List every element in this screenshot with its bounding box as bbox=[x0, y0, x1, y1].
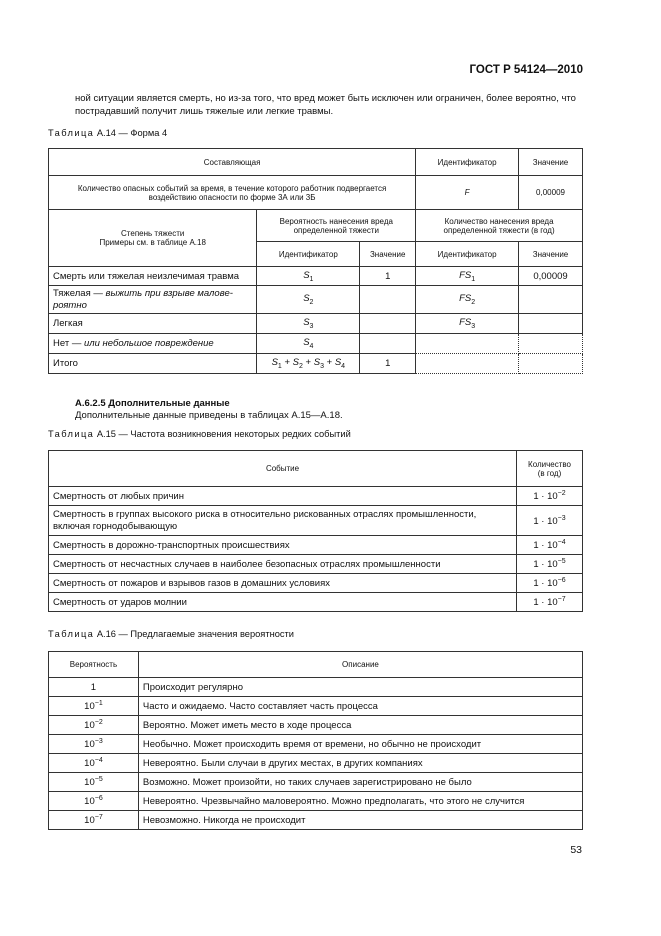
description-cell: Происходит регулярно bbox=[138, 678, 582, 697]
table-row bbox=[49, 314, 583, 334]
header-cell: Идентификатор bbox=[416, 149, 519, 176]
table-row: $10^{-7}$ Невозможно. Никогда не происходит bbox=[49, 811, 583, 830]
header-cell: Значение bbox=[519, 149, 583, 176]
fs-symbol: FS bbox=[459, 293, 472, 305]
table-row: $10^{-3}$ Необычно. Может происходить время от времени, но обычно не происходит bbox=[49, 735, 583, 754]
header-cell: Вероятность bbox=[49, 652, 139, 678]
table-row bbox=[49, 451, 583, 487]
fs-subscript: 3 bbox=[471, 322, 476, 330]
intro-paragraph: ной ситуации является смерть, но из-за того, что вред может быть исключен или ограничен, более вероятно, что пострадавший получит лишь тяжелые или легкие травмы. bbox=[75, 93, 576, 117]
description-cell: Невероятно. Чрезвычайно маловероятно. Можно предполагать, что этого не случится bbox=[138, 792, 582, 811]
caption-text: А.14 — Форма 4 bbox=[94, 128, 168, 138]
description-cell: Невозможно. Никогда не происходит bbox=[138, 811, 582, 830]
table-row: $10^{-1}$ Часто и ожидаемо. Часто составляет часть процесса bbox=[49, 697, 583, 716]
id-symbol: S bbox=[303, 337, 310, 349]
table-row bbox=[49, 176, 583, 210]
event-cell: Смертность от несчастных случаев в наиболее безопасных отраслях промышленности bbox=[49, 555, 517, 574]
table-row: $10^{-4}$ Невероятно. Были случаи в других местах, в других компаниях bbox=[49, 754, 583, 773]
table-row: $10^{-5}$ Возможно. Может произойти, но таких случаев зарегистрировано не было bbox=[49, 773, 583, 792]
events-value: 0,00009 bbox=[519, 176, 583, 210]
table-row bbox=[49, 210, 583, 242]
description-cell: Невероятно. Были случаи в других местах, в других компаниях bbox=[138, 754, 582, 773]
fs-subscript: 2 bbox=[471, 298, 476, 306]
table-row bbox=[49, 652, 583, 678]
caption-prefix: Таблица bbox=[48, 429, 95, 439]
id-subscript: 2 bbox=[309, 298, 314, 306]
table-row: Смертность в дорожно-транспортных происшествиях $1 \cdot 10^{-4}$ bbox=[49, 536, 583, 555]
header-cell: Значение bbox=[519, 242, 583, 267]
severity-header: Степень тяжести Примеры см. в таблице А.18 bbox=[49, 210, 257, 267]
events-identifier: F bbox=[416, 176, 519, 210]
document-header: ГОСТ Р 54124—2010 bbox=[469, 64, 583, 76]
description-cell: Необычно. Может происходить время от времени, но обычно не происходит bbox=[138, 735, 582, 754]
count-header: Количество нанесения вреда определенной тяжести (в год) bbox=[416, 210, 583, 242]
table-a16 bbox=[48, 651, 583, 830]
total-formula: $S_1 + S_2 + S_3 + S_4$ bbox=[257, 354, 360, 374]
severity-example: или небольшое повреждение bbox=[83, 338, 214, 349]
fs-symbol: FS bbox=[459, 317, 472, 329]
table-row: 1 Происходит регулярно bbox=[49, 678, 583, 697]
id-symbol: S bbox=[303, 269, 310, 281]
event-cell: Смертность от любых причин bbox=[49, 487, 517, 506]
id-symbol: S bbox=[303, 293, 310, 305]
probability-header: Вероятность нанесения вреда определенной тяжести bbox=[257, 210, 416, 242]
value-cell: 0,00009 bbox=[519, 267, 583, 286]
page-number: 53 bbox=[570, 844, 582, 856]
table-a16-caption bbox=[48, 629, 294, 639]
section-title: А.6.2.5 Дополнительные данные bbox=[75, 398, 230, 409]
table-row: Смертность в группах высокого риска в относительно рискованных отраслях промышленности, включая горнодобывающую $1 \cdot 10^{-3}$ bbox=[49, 506, 583, 536]
event-cell: Смертность от ударов молнии bbox=[49, 593, 517, 612]
table-row: Смертность от ударов молнии $1 \cdot 10^{-7}$ bbox=[49, 593, 583, 612]
header-cell: Идентификатор bbox=[416, 242, 519, 267]
events-cell: Количество опасных событий за время, в течение которого работник подвергается воздействию опасности по форме 3А или 3Б bbox=[49, 176, 416, 210]
description-cell: Возможно. Может произойти, но таких случаев зарегистрировано не было bbox=[138, 773, 582, 792]
table-row bbox=[49, 267, 583, 286]
id-subscript: 1 bbox=[309, 275, 314, 283]
table-row bbox=[49, 334, 583, 354]
table-row: $10^{-6}$ Невероятно. Чрезвычайно маловероятно. Можно предполагать, что этого не случится bbox=[49, 792, 583, 811]
caption-prefix: Таблица bbox=[48, 128, 95, 138]
total-label: Итого bbox=[49, 354, 257, 374]
header-cell: Идентификатор bbox=[257, 242, 360, 267]
description-cell: Часто и ожидаемо. Часто составляет часть процесса bbox=[138, 697, 582, 716]
table-a14-caption bbox=[48, 128, 167, 138]
total-value: 1 bbox=[360, 354, 416, 374]
fs-subscript: 1 bbox=[471, 275, 476, 283]
severity-label: Нет — bbox=[53, 338, 84, 349]
table-row bbox=[49, 286, 583, 314]
table-a15-caption bbox=[48, 429, 351, 439]
section-text: Дополнительные данные приведены в таблицах А.15—А.18. bbox=[75, 410, 343, 421]
table-row bbox=[49, 149, 583, 176]
fs-symbol: FS bbox=[459, 269, 472, 281]
event-cell: Смертность в дорожно-транспортных происшествиях bbox=[49, 536, 517, 555]
severity-label: Смерть или тяжелая неизлечимая травма bbox=[49, 267, 257, 286]
caption-text: А.15 — Частота возникновения некоторых редких событий bbox=[94, 429, 351, 439]
table-row: Смертность от любых причин $1 \cdot 10^{-2}$ bbox=[49, 487, 583, 506]
description-cell: Вероятно. Может иметь место в ходе процесса bbox=[138, 716, 582, 735]
severity-label: Легкая bbox=[49, 314, 257, 334]
table-a15 bbox=[48, 450, 583, 612]
event-cell: Смертность в группах высокого риска в относительно рискованных отраслях промышленности, включая горнодобывающую bbox=[49, 506, 517, 536]
header-cell: Событие bbox=[49, 451, 517, 487]
header-cell: Значение bbox=[360, 242, 416, 267]
table-row: $10^{-2}$ Вероятно. Может иметь место в ходе процесса bbox=[49, 716, 583, 735]
event-cell: Смертность от пожаров и взрывов газов в домашних условиях bbox=[49, 574, 517, 593]
table-row: Смертность от несчастных случаев в наиболее безопасных отраслях промышленности $1 \cdot 10^{-5}$ bbox=[49, 555, 583, 574]
caption-prefix: Таблица bbox=[48, 629, 95, 639]
header-cell: Составляющая bbox=[49, 149, 416, 176]
header-cell: Описание bbox=[138, 652, 582, 678]
value-cell: 1 bbox=[360, 267, 416, 286]
id-subscript: 3 bbox=[309, 322, 314, 330]
id-symbol: S bbox=[303, 317, 310, 329]
severity-label: Тяжелая — bbox=[53, 287, 106, 299]
header-cell: Количество (в год) bbox=[517, 451, 583, 487]
caption-text: А.16 — Предлагаемые значения вероятности bbox=[94, 629, 294, 639]
table-row bbox=[49, 354, 583, 374]
table-a14 bbox=[48, 148, 583, 374]
id-subscript: 4 bbox=[309, 342, 314, 350]
severity-example: выжить при взрыве малове-роятно bbox=[53, 287, 233, 311]
table-row: Смертность от пожаров и взрывов газов в домашних условиях $1 \cdot 10^{-6}$ bbox=[49, 574, 583, 593]
